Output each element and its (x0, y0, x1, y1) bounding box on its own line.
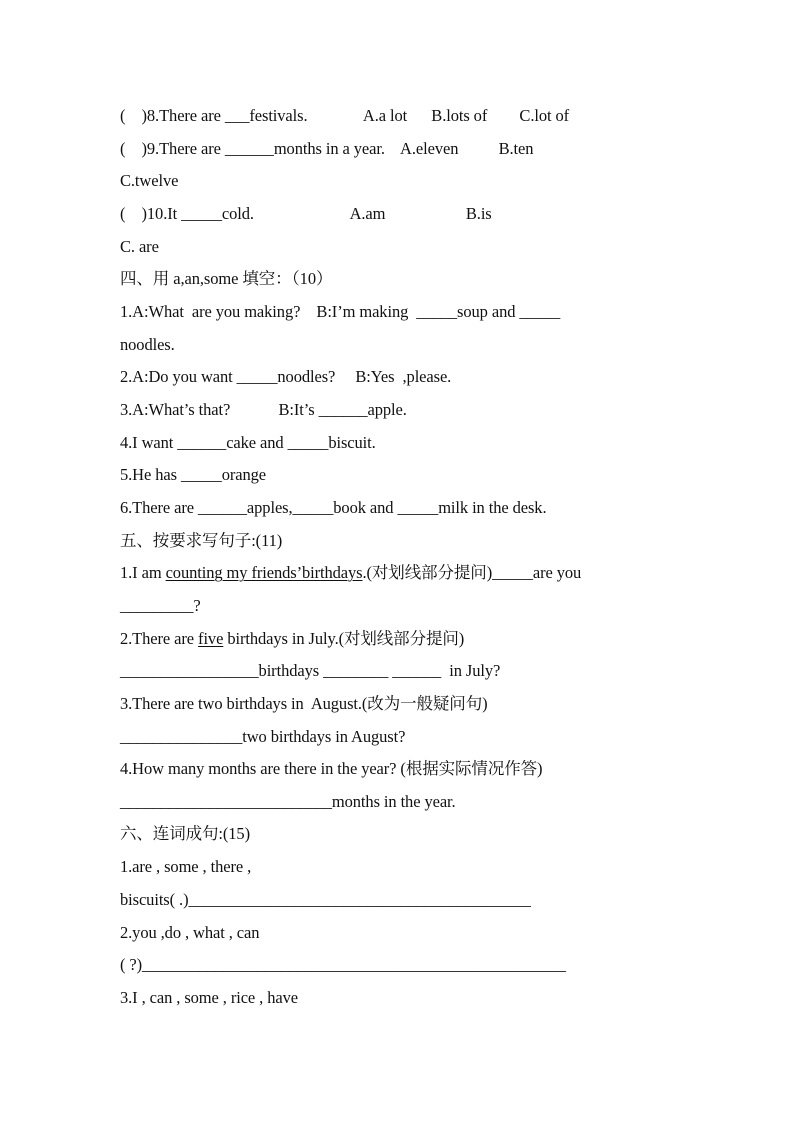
item-2-suffix: birthdays in July.(对划线部分提问) (223, 629, 465, 648)
section-5-item-2-answer: _________________birthdays ________ ______ in July? (120, 661, 501, 680)
question-9-option-c: C.twelve (120, 171, 179, 190)
section-6-item-1: 1.are , some , there , (120, 857, 252, 876)
question-10: ( )10.It _____cold. A.am B.is (120, 204, 492, 223)
question-10-option-c: C. are (120, 237, 159, 256)
section-4-item-1: 1.A:What are you making? B:I’m making _____soup and _____ (120, 302, 561, 321)
item-1-prefix: 1.I am (120, 563, 166, 582)
section-6-item-2: 2.you ,do , what , can (120, 923, 260, 942)
section-4-item-2: 2.A:Do you want _____noodles? B:Yes ,please. (120, 367, 452, 386)
section-5-item-4: 4.How many months are there in the year? (根据实际情况作答) (120, 759, 543, 778)
question-9: ( )9.There are ______months in a year. A.eleven B.ten (120, 139, 534, 158)
question-8: ( )8.There are ___festivals. A.a lot B.lots of C.lot of (120, 106, 570, 125)
section-5-item-2 (120, 628, 464, 650)
section-6-item-1-answer: biscuits( .)__________________________________________ (120, 890, 531, 909)
section-4-item-3: 3.A:What’s that? B:It’s ______apple. (120, 400, 407, 419)
section-4-item-4: 4.I want ______cake and _____biscuit. (120, 433, 376, 452)
section-5-item-3: 3.There are two birthdays in August.(改为一般疑问句) (120, 694, 488, 713)
section-5-item-1-answer: _________? (120, 596, 201, 615)
section-4-heading: 四、用 a,an,some 填空：（10） (120, 269, 333, 288)
section-5-item-4-answer: __________________________months in the year. (120, 792, 456, 811)
section-5-item-3-answer: _______________two birthdays in August? (120, 727, 406, 746)
section-6-heading: 六、连词成句:(15) (120, 824, 250, 843)
item-1-suffix: .(对划线部分提问)_____are you (362, 563, 582, 582)
section-6-item-3: 3.I , can , some , rice , have (120, 988, 298, 1007)
item-2-prefix: 2.There are (120, 629, 199, 648)
section-4-item-5: 5.He has _____orange (120, 465, 267, 484)
section-5-heading: 五、按要求写句子:(11) (120, 531, 283, 550)
underlined-phrase: counting my friends’birthdays (165, 563, 363, 582)
underlined-word: five (198, 629, 224, 648)
section-4-item-1-cont: noodles. (120, 335, 175, 354)
section-4-item-6: 6.There are ______apples,_____book and _____milk in the desk. (120, 498, 547, 517)
section-6-item-2-answer: ( ?)____________________________________________________ (120, 955, 566, 974)
section-5-item-1 (120, 562, 581, 584)
